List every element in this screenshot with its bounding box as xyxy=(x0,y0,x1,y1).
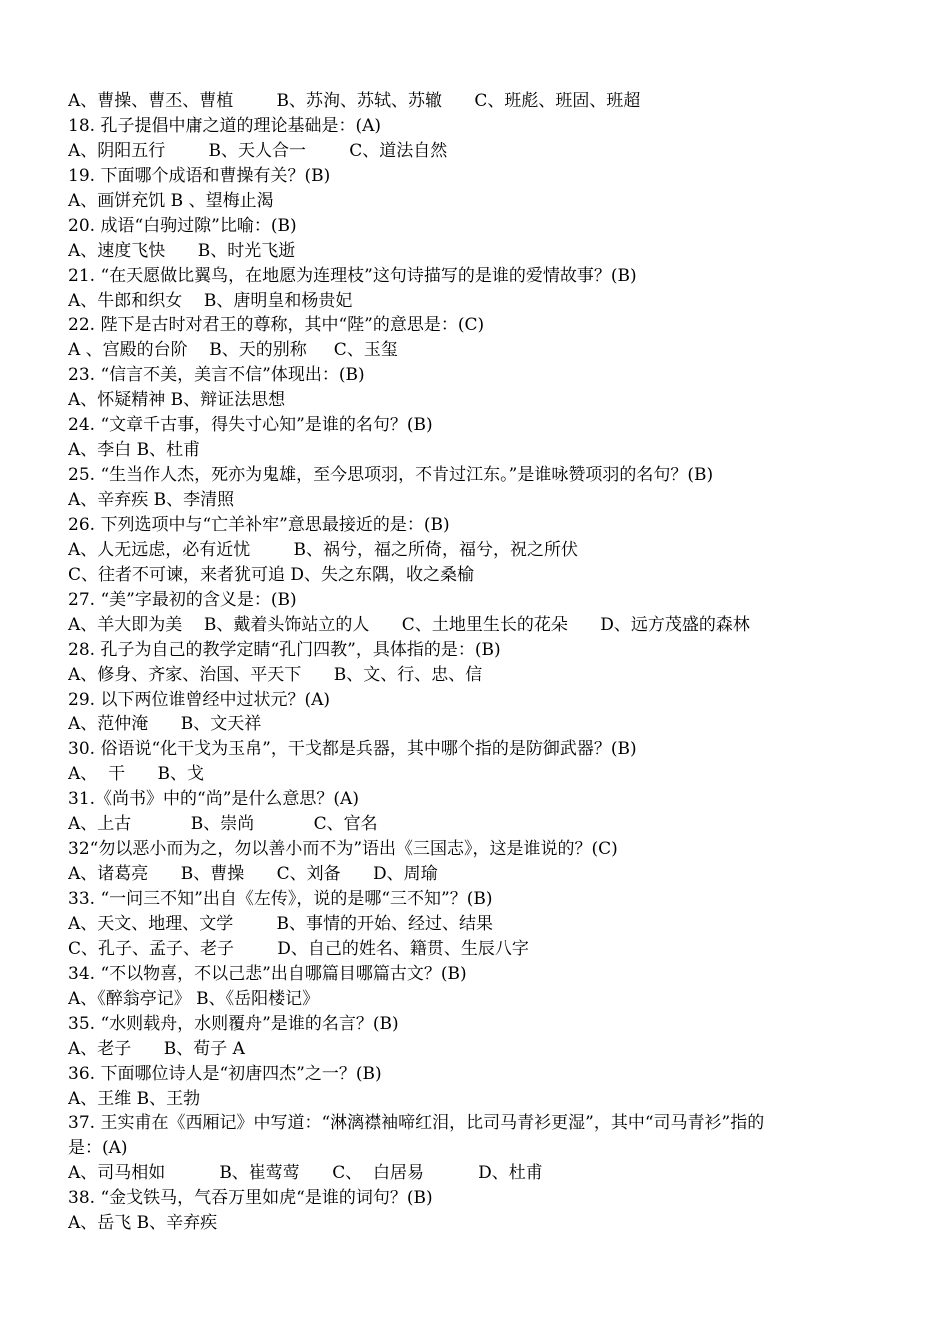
text-line: A、羊大即为美 B、戴着头饰站立的人 C、土地里生长的花朵 D、远方茂盛的森林 xyxy=(68,614,750,635)
document-body xyxy=(68,89,888,1236)
text-line: 27. “美”字最初的含义是：(B) xyxy=(68,589,297,610)
text-line: 是：(A) xyxy=(68,1138,128,1159)
text-line: A、画饼充饥 B 、望梅止渴 xyxy=(68,190,274,211)
text-line: A、阴阳五行 B、天人合一 C、道法自然 xyxy=(68,140,448,161)
text-line: A、司马相如 B、崔莺莺 C、 白居易 D、杜甫 xyxy=(68,1163,543,1184)
text-line: A、天文、地理、文学 B、事情的开始、经过、结果 xyxy=(68,913,493,934)
text-line: 28. 孔子为自己的教学定睛“孔门四教”，具体指的是：(B) xyxy=(68,639,501,660)
text-line: 37. 王实甫在《西厢记》中写道：“淋漓襟袖啼红泪，比司马青衫更湿”，其中“司马青衫”指的 xyxy=(68,1113,765,1134)
text-line: A、上古 B、崇尚 C、官名 xyxy=(68,814,378,835)
text-line: 20. 成语“白驹过隙”比喻：(B) xyxy=(68,215,297,236)
text-line: 25. “生当作人杰，死亦为鬼雄，至今思项羽，不肯过江东。”是谁咏赞项羽的名句？(B) xyxy=(68,465,714,486)
text-line: 21. “在天愿做比翼鸟，在地愿为连理枝”这句诗描写的是谁的爱情故事？(B) xyxy=(68,265,637,286)
text-line: A、王维 B、王勃 xyxy=(68,1088,201,1109)
text-line: A 、宫殿的台阶 B、天的别称 C、玉玺 xyxy=(68,340,398,361)
text-line: C、孔子、孟子、老子 D、自己的姓名、籍贯、生辰八字 xyxy=(68,938,529,959)
text-line: A、 干 B、戈 xyxy=(68,764,204,785)
text-line: A、岳飞 B、辛弃疾 xyxy=(68,1213,218,1234)
text-line: 38. “金戈铁马，气吞万里如虎“是谁的词句？(B) xyxy=(68,1188,433,1209)
text-line: A、诸葛亮 B、曹操 C、刘备 D、周瑜 xyxy=(68,864,438,885)
text-line: 23. “信言不美，美言不信”体现出：(B) xyxy=(68,365,365,386)
text-line: A、速度飞快 B、时光飞逝 xyxy=(68,240,296,261)
text-line: 36. 下面哪位诗人是“初唐四杰”之一？(B) xyxy=(68,1063,382,1084)
text-line: 22. 陛下是古时对君王的尊称，其中“陛”的意思是：(C) xyxy=(68,315,485,336)
text-line: A、李白 B、杜甫 xyxy=(68,440,201,461)
text-line: 19. 下面哪个成语和曹操有关？(B) xyxy=(68,165,331,186)
text-line: C、往者不可谏，来者犹可追 D、失之东隅，收之桑榆 xyxy=(68,564,475,585)
text-line: 26. 下列选项中与“亡羊补牢”意思最接近的是：(B) xyxy=(68,514,450,535)
text-line: A、怀疑精神 B、辩证法思想 xyxy=(68,390,286,411)
text-line: 33. “一问三不知”出自《左传》，说的是哪“三不知”？(B) xyxy=(68,889,493,909)
text-line: A、《醉翁亭记》 B、《岳阳楼记》 xyxy=(68,988,320,1009)
text-line: 30. 俗语说“化干戈为玉帛”，干戈都是兵器，其中哪个指的是防御武器？(B) xyxy=(68,739,637,760)
text-line: A、曹操、曹丕、曹植 B、苏洵、苏轼、苏辙 C、班彪、班固、班超 xyxy=(68,91,641,111)
text-line: 31.《尚书》中的“尚”是什么意思？(A) xyxy=(68,789,359,810)
text-line: 18. 孔子提倡中庸之道的理论基础是：(A) xyxy=(68,115,381,136)
text-line: 34. “不以物喜，不以己悲”出自哪篇目哪篇古文？(B) xyxy=(68,963,467,984)
text-line: 35. “水则载舟，水则覆舟”是谁的名言？(B) xyxy=(68,1013,399,1034)
text-line: 24. “文章千古事，得失寸心知”是谁的名句？(B) xyxy=(68,415,433,436)
text-line: A、人无远虑，必有近忧 B、祸兮，福之所倚，福兮，祝之所伏 xyxy=(68,539,578,560)
text-line: A、修身、齐家、治国、平天下 B、文、行、忠、信 xyxy=(68,664,483,685)
text-line: 29. 以下两位谁曾经中过状元？(A) xyxy=(68,689,330,710)
text-line: A、辛弃疾 B、李清照 xyxy=(68,490,235,510)
text-line: A、牛郎和织女 B、唐明皇和杨贵妃 xyxy=(68,290,353,311)
text-line: 32“勿以恶小而为之，勿以善小而不为”语出《三国志》，这是谁说的？(C) xyxy=(68,839,618,860)
text-line: A、老子 B、荀子 A xyxy=(68,1038,245,1059)
text-line: A、范仲淹 B、文天祥 xyxy=(68,714,262,735)
